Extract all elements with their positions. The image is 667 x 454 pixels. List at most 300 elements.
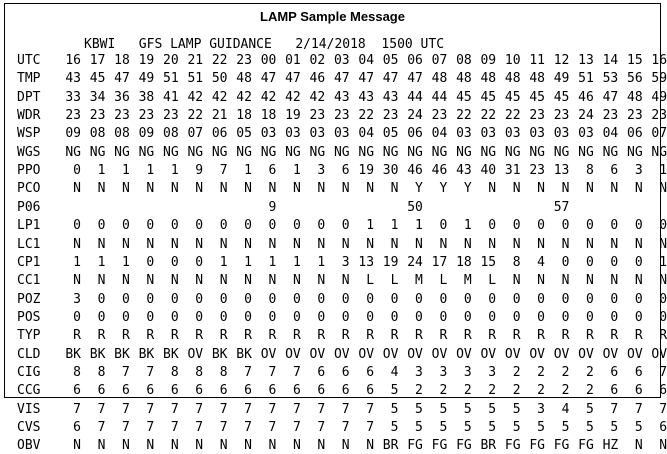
- cell-value: 46: [578, 89, 594, 105]
- cell-value: N: [97, 236, 106, 252]
- cell-value: N: [512, 236, 521, 252]
- cell-value: 0: [146, 254, 155, 270]
- cell-value: OV: [529, 346, 545, 362]
- cell-value: 34: [89, 89, 106, 105]
- cell-value: 1: [97, 163, 106, 179]
- cell-value: N: [170, 236, 179, 252]
- cell-value: 0: [537, 291, 545, 307]
- cell-value: 04: [602, 126, 619, 142]
- cell-value: N: [634, 438, 643, 454]
- cell-value: R: [415, 328, 423, 344]
- cell-value: N: [122, 236, 130, 252]
- cell-value: HZ: [602, 438, 619, 454]
- cell-value: 0: [195, 218, 204, 234]
- cell-value: 1: [292, 163, 301, 179]
- cell-value: M: [415, 273, 423, 289]
- cell-value: 8: [512, 254, 521, 270]
- cell-value: 48: [480, 71, 497, 87]
- row-label: P06: [17, 199, 41, 215]
- cell-value: 22: [456, 108, 472, 124]
- row-label: LC1: [17, 236, 41, 252]
- cell-value: NG: [163, 144, 179, 160]
- cell-value: 33: [65, 89, 81, 105]
- cell-value: Y: [439, 181, 448, 197]
- cell-value: 6: [341, 364, 350, 380]
- cell-value: 6: [366, 383, 375, 399]
- cell-value: OV: [382, 346, 399, 362]
- cell-value: 7: [366, 420, 375, 435]
- cell-value: 1: [73, 254, 81, 270]
- cell-value: 7: [292, 420, 301, 435]
- cell-value: 6: [122, 383, 130, 399]
- row-ccg: [17, 382, 667, 399]
- cell-value: 22: [211, 53, 228, 68]
- cell-value: 7: [268, 420, 277, 435]
- cell-value: R: [268, 328, 277, 344]
- cell-value: 5: [463, 420, 472, 435]
- cell-value: 7: [146, 364, 155, 380]
- cell-value: 42: [260, 89, 277, 105]
- cell-value: N: [341, 236, 350, 252]
- cell-value: 7: [244, 401, 252, 417]
- row-label: OBV: [17, 438, 41, 454]
- cell-value: 0: [122, 291, 130, 307]
- cell-value: 10: [504, 53, 521, 68]
- cell-value: N: [292, 181, 301, 197]
- cell-value: N: [439, 236, 448, 252]
- cell-value: 1: [366, 218, 375, 234]
- cell-value: 7: [610, 401, 619, 417]
- cell-value: 0: [585, 254, 594, 270]
- cell-value: N: [390, 236, 399, 252]
- cell-value: 48: [504, 71, 521, 87]
- cell-value: 1: [170, 163, 179, 179]
- cell-value: R: [122, 328, 130, 344]
- cell-value: 5: [439, 420, 448, 435]
- cell-value: N: [659, 181, 667, 197]
- cell-value: 48: [627, 89, 643, 105]
- cell-value: OV: [602, 346, 619, 362]
- cell-value: 1: [659, 254, 667, 270]
- cell-value: R: [73, 328, 81, 344]
- cell-value: 44: [431, 89, 448, 105]
- cell-value: 23: [627, 108, 643, 124]
- row-ppo: [17, 162, 667, 179]
- cell-value: 43: [65, 71, 81, 87]
- cell-value: OV: [309, 346, 326, 362]
- cell-value: 1: [463, 218, 472, 234]
- row-label: WDR: [17, 108, 41, 124]
- cell-value: N: [341, 273, 350, 289]
- cell-value: R: [219, 328, 228, 344]
- cell-value: 7: [219, 163, 228, 179]
- cell-value: 0: [463, 309, 472, 325]
- cell-value: 0: [659, 291, 667, 307]
- cell-value: N: [537, 273, 545, 289]
- cell-value: 1: [146, 163, 155, 179]
- cell-value: N: [512, 181, 521, 197]
- cell-value: 43: [333, 89, 350, 105]
- cell-value: 7: [195, 420, 204, 435]
- cell-value: 07: [651, 126, 667, 142]
- cell-value: 9: [195, 163, 204, 179]
- cell-value: R: [585, 328, 594, 344]
- cell-value: N: [366, 236, 375, 252]
- cell-value: N: [268, 438, 277, 454]
- cell-value: N: [341, 181, 350, 197]
- cell-value: NG: [285, 144, 301, 160]
- cell-value: 0: [341, 218, 350, 234]
- cell-value: 47: [358, 71, 375, 87]
- cell-value: BK: [211, 346, 228, 362]
- cell-value: 03: [333, 126, 350, 142]
- cell-value: N: [341, 438, 350, 454]
- cell-value: R: [463, 328, 472, 344]
- cell-value: OV: [285, 346, 301, 362]
- cell-value: N: [512, 273, 521, 289]
- cell-value: 0: [195, 309, 204, 325]
- cell-value: 7: [170, 420, 179, 435]
- cell-value: NG: [553, 144, 570, 160]
- cell-value: OV: [333, 346, 350, 362]
- cell-value: 0: [292, 309, 301, 325]
- cell-value: 0: [488, 309, 497, 325]
- cell-value: N: [366, 181, 375, 197]
- cell-value: 23: [529, 163, 545, 179]
- cell-value: 08: [163, 126, 179, 142]
- cell-value: 0: [317, 218, 326, 234]
- cell-value: 0: [341, 291, 350, 307]
- cell-value: 0: [170, 254, 179, 270]
- cell-value: 0: [317, 309, 326, 325]
- cell-value: BK: [138, 346, 155, 362]
- cell-value: 0: [244, 291, 252, 307]
- cell-value: N: [292, 236, 301, 252]
- cell-value: N: [415, 236, 423, 252]
- cell-value: 8: [219, 364, 228, 380]
- cell-value: 0: [561, 309, 570, 325]
- cell-value: 23: [236, 53, 252, 68]
- cell-value: 0: [244, 218, 252, 234]
- row-cld: [17, 346, 667, 363]
- cell-value: N: [170, 181, 179, 197]
- cell-value: 0: [415, 291, 423, 307]
- cell-value: 42: [187, 89, 204, 105]
- cell-value: 2: [537, 383, 545, 399]
- cell-value: N: [390, 181, 399, 197]
- row-pco: [17, 180, 667, 197]
- cell-value: 2: [537, 364, 545, 380]
- cell-value: 5: [415, 401, 423, 417]
- cell-value: OV: [456, 346, 472, 362]
- cell-value: 45: [529, 89, 545, 105]
- cell-value: 6: [219, 383, 228, 399]
- cell-value: 24: [578, 108, 594, 124]
- cell-value: 59: [651, 71, 667, 87]
- cell-value: 23: [89, 108, 106, 124]
- cell-value: NG: [333, 144, 350, 160]
- cell-value: R: [439, 328, 448, 344]
- cell-value: 3: [634, 163, 643, 179]
- row-label: TYP: [17, 328, 41, 344]
- cell-value: NG: [138, 144, 155, 160]
- cell-value: 0: [292, 291, 301, 307]
- message-title: LAMP Sample Message: [260, 9, 405, 24]
- cell-value: 18: [236, 108, 252, 124]
- cell-value: 03: [309, 126, 326, 142]
- cell-value: 0: [97, 291, 106, 307]
- cell-value: FG: [504, 438, 521, 454]
- cell-value: 47: [382, 71, 399, 87]
- cell-value: 48: [529, 71, 545, 87]
- cell-value: OV: [358, 346, 375, 362]
- cell-value: NG: [187, 144, 204, 160]
- cell-value: 0: [634, 218, 643, 234]
- cell-value: N: [463, 236, 472, 252]
- cell-value: R: [390, 328, 399, 344]
- cell-value: N: [659, 438, 667, 454]
- cell-value: 6: [659, 420, 667, 435]
- cell-value: R: [146, 328, 155, 344]
- cell-value: 0: [439, 218, 448, 234]
- cell-value: N: [122, 273, 130, 289]
- cell-value: OV: [651, 346, 667, 362]
- cell-value: R: [366, 328, 375, 344]
- cell-value: 0: [537, 309, 545, 325]
- cell-value: 3: [317, 163, 326, 179]
- cell-value: 15: [627, 53, 643, 68]
- cell-value: 43: [456, 163, 472, 179]
- cell-value: N: [146, 181, 155, 197]
- cell-value: NG: [627, 144, 643, 160]
- cell-value: 48: [431, 71, 448, 87]
- cell-value: 45: [89, 71, 106, 87]
- cell-value: 7: [122, 364, 130, 380]
- cell-value: 6: [610, 364, 619, 380]
- cell-value: 31: [504, 163, 521, 179]
- cell-value: 6: [73, 383, 81, 399]
- cell-value: 7: [659, 401, 667, 417]
- cell-value: N: [219, 236, 228, 252]
- cell-value: 7: [244, 420, 252, 435]
- cell-value: 2: [561, 364, 570, 380]
- cell-value: 1: [415, 218, 423, 234]
- cell-value: 0: [292, 218, 301, 234]
- cell-value: FG: [578, 438, 594, 454]
- row-label: POZ: [17, 291, 41, 307]
- cell-value: N: [585, 273, 594, 289]
- cell-value: 2: [561, 383, 570, 399]
- cell-value: 6: [292, 383, 301, 399]
- cell-value: N: [610, 236, 619, 252]
- cell-value: 51: [187, 71, 204, 87]
- cell-value: 23: [431, 108, 448, 124]
- cell-value: 23: [163, 108, 179, 124]
- cell-value: 0: [390, 291, 399, 307]
- cell-value: N: [317, 438, 326, 454]
- cell-value: 7: [219, 420, 228, 435]
- cell-value: 08: [114, 126, 130, 142]
- cell-value: R: [244, 328, 252, 344]
- cell-value: 3: [415, 364, 423, 380]
- cell-value: NG: [236, 144, 252, 160]
- cell-value: 0: [610, 218, 619, 234]
- cell-value: 5: [512, 401, 521, 417]
- cell-value: 0: [73, 309, 81, 325]
- cell-value: 5: [390, 401, 399, 417]
- row-dpt: [17, 89, 667, 106]
- cell-value: 50: [407, 199, 423, 215]
- cell-value: N: [268, 236, 277, 252]
- cell-value: 6: [317, 383, 326, 399]
- cell-value: 5: [390, 420, 399, 435]
- cell-value: 46: [309, 71, 326, 87]
- cell-value: BR: [480, 438, 497, 454]
- cell-value: N: [195, 181, 204, 197]
- cell-value: 7: [317, 401, 326, 417]
- cell-value: 19: [358, 163, 375, 179]
- cell-value: BK: [89, 346, 106, 362]
- row-obv: [17, 437, 667, 454]
- cell-value: N: [292, 438, 301, 454]
- cell-value: 18: [456, 254, 472, 270]
- cell-value: 43: [382, 89, 399, 105]
- cell-value: 6: [341, 383, 350, 399]
- cell-value: 22: [504, 108, 521, 124]
- cell-value: 49: [553, 71, 570, 87]
- cell-value: 12: [553, 53, 570, 68]
- cell-value: N: [195, 438, 204, 454]
- cell-value: 42: [236, 89, 252, 105]
- cell-value: 5: [488, 420, 497, 435]
- cell-value: 0: [512, 218, 521, 234]
- cell-value: 6: [317, 364, 326, 380]
- cell-value: 09: [480, 53, 497, 68]
- cell-value: 0: [73, 163, 81, 179]
- cell-value: 06: [407, 126, 423, 142]
- cell-value: 0: [488, 291, 497, 307]
- cell-value: 3: [537, 401, 545, 417]
- cell-value: 0: [219, 309, 228, 325]
- cell-value: 7: [292, 364, 301, 380]
- cell-value: N: [73, 273, 81, 289]
- cell-value: 2: [439, 383, 448, 399]
- cell-value: 04: [431, 126, 448, 142]
- cell-value: 7: [244, 364, 252, 380]
- cell-value: L: [488, 273, 497, 289]
- cell-value: 04: [358, 126, 375, 142]
- cell-value: 05: [236, 126, 252, 142]
- cell-value: 42: [211, 89, 228, 105]
- row-vis: [17, 401, 667, 418]
- cell-value: OV: [553, 346, 570, 362]
- cell-value: FG: [529, 438, 545, 454]
- cell-value: 5: [561, 420, 570, 435]
- cell-value: 5: [610, 420, 619, 435]
- cell-value: NG: [309, 144, 326, 160]
- cell-value: 0: [268, 218, 277, 234]
- cell-value: 5: [512, 420, 521, 435]
- cell-value: 16: [65, 53, 81, 68]
- cell-value: 1: [97, 254, 106, 270]
- cell-value: OV: [504, 346, 521, 362]
- cell-value: 2: [512, 383, 521, 399]
- cell-value: 4: [537, 254, 545, 270]
- cell-value: NG: [65, 144, 81, 160]
- cell-value: R: [317, 328, 326, 344]
- cell-value: OV: [627, 346, 643, 362]
- cell-value: 3: [341, 254, 350, 270]
- row-label: VIS: [17, 401, 41, 417]
- cell-value: 45: [504, 89, 521, 105]
- cell-value: 20: [163, 53, 179, 68]
- cell-value: 0: [585, 309, 594, 325]
- row-label: CIG: [17, 364, 41, 380]
- cell-value: FG: [456, 438, 472, 454]
- cell-value: 0: [488, 218, 497, 234]
- cell-value: 50: [211, 71, 228, 87]
- cell-value: 8: [170, 364, 179, 380]
- row-label: WGS: [17, 144, 41, 160]
- cell-value: 7: [170, 401, 179, 417]
- row-label: DPT: [17, 89, 41, 105]
- cell-value: 0: [610, 291, 619, 307]
- cell-value: 0: [317, 291, 326, 307]
- cell-value: 0: [415, 309, 423, 325]
- cell-value: 02: [309, 53, 326, 68]
- cell-value: 5: [415, 420, 423, 435]
- cell-value: 04: [358, 53, 375, 68]
- cell-value: 30: [382, 163, 399, 179]
- cell-value: N: [122, 181, 130, 197]
- cell-value: 0: [97, 309, 106, 325]
- cell-value: 6: [610, 383, 619, 399]
- cell-value: N: [244, 236, 252, 252]
- cell-value: R: [195, 328, 204, 344]
- cell-value: NG: [260, 144, 277, 160]
- cell-value: NG: [480, 144, 497, 160]
- cell-value: 2: [512, 364, 521, 380]
- cell-value: N: [170, 273, 179, 289]
- cell-value: 6: [634, 364, 643, 380]
- cell-value: 23: [309, 108, 326, 124]
- cell-value: 5: [537, 420, 545, 435]
- cell-value: 49: [138, 71, 155, 87]
- row-label: WSP: [17, 126, 41, 142]
- cell-value: 1: [317, 254, 326, 270]
- cell-value: BK: [114, 346, 130, 362]
- cell-value: 16: [651, 53, 667, 68]
- cell-value: 7: [659, 364, 667, 380]
- cell-value: 57: [553, 199, 570, 215]
- cell-value: 03: [553, 126, 570, 142]
- row-label: CCG: [17, 383, 41, 399]
- cell-value: R: [488, 328, 497, 344]
- cell-value: 47: [285, 71, 301, 87]
- row-lc1: [17, 236, 667, 253]
- cell-value: N: [561, 236, 570, 252]
- cell-value: 6: [610, 163, 619, 179]
- cell-value: 2: [415, 383, 423, 399]
- cell-value: N: [73, 236, 81, 252]
- cell-value: NG: [456, 144, 472, 160]
- cell-value: 07: [187, 126, 204, 142]
- cell-value: 6: [268, 163, 277, 179]
- cell-value: R: [97, 328, 106, 344]
- cell-value: R: [561, 328, 570, 344]
- cell-value: 7: [268, 364, 277, 380]
- cell-value: N: [585, 236, 594, 252]
